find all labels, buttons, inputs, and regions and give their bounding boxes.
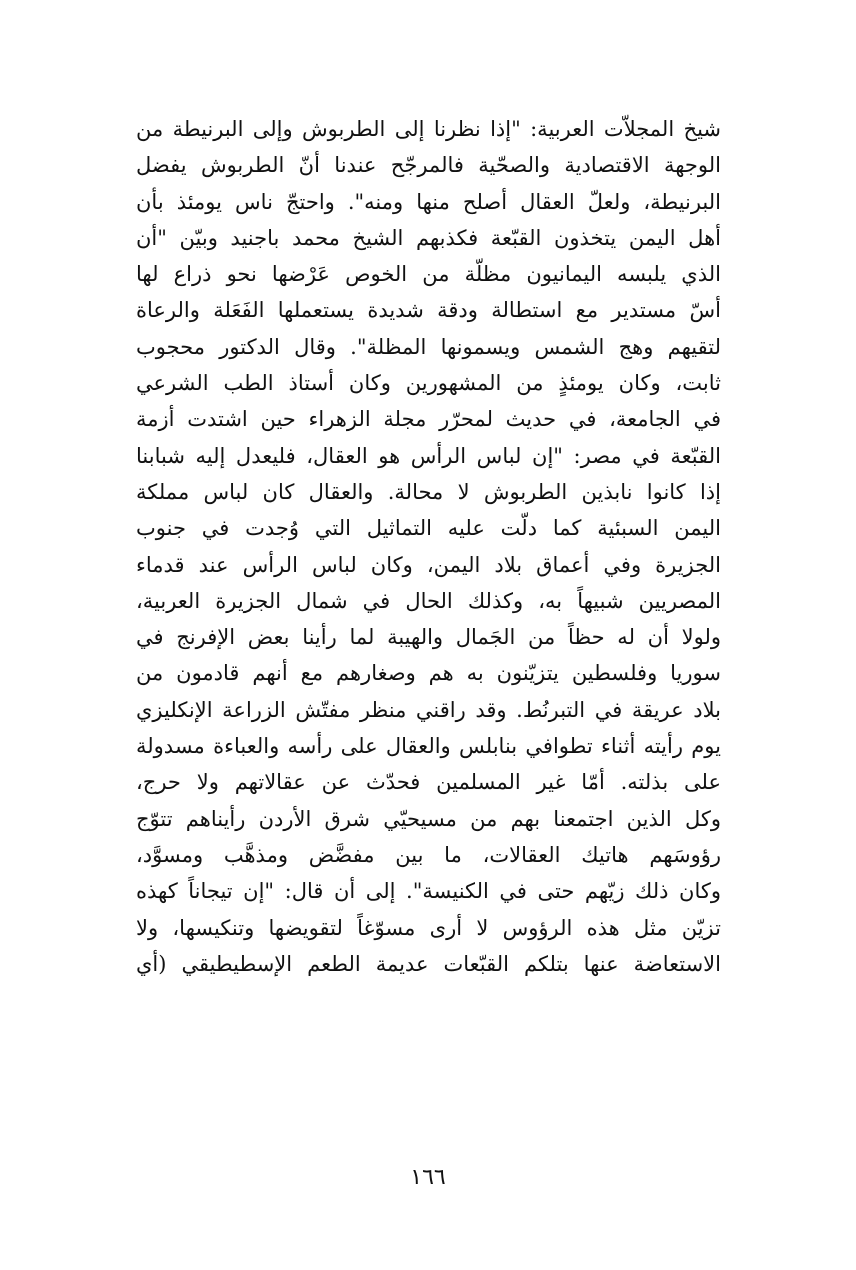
text-line: رؤوسَهم هاتيك العقالات، ما بين مفضَّض ومذهَّب ومسوَّد، — [136, 842, 721, 867]
page-body-text — [136, 111, 721, 982]
text-line: وكان ذلك زيّهم حتى في الكنيسة". إلى أن قال: "إن تيجاناً كهذه — [136, 879, 721, 904]
text-line: أهل اليمن يتخذون القبّعة فكذبهم الشيخ محمد باجنيد وبيّن "أن — [136, 225, 721, 250]
text-line: ولولا أن له حظاً من الجَمال والهيبة لما رأينا بعض الإفرنج في — [136, 625, 721, 650]
text-line: لتقيهم وهج الشمس ويسمونها المظلة". وقال الدكتور محجوب — [136, 334, 721, 359]
text-line: بلاد عريقة في التبرنُط. وقد راقني منظر مفتّش الزراعة الإنكليزي — [136, 697, 721, 722]
text-line: القبّعة في مصر: "إن لباس الرأس هو العقال، فليعدل إليه شبابنا — [136, 443, 721, 468]
text-line: البرنيطة، ولعلّ العقال أصلح منها ومنه". واحتجّ ناس يومئذ بأن — [136, 189, 721, 214]
text-line: وكل الذين اجتمعنا بهم من مسيحيّي شرق الأردن رأيناهم تتوّج — [136, 806, 721, 831]
text-line: أسّ مستدير مع استطالة ودقة شديدة يستعملها الفَعَلة والرعاة — [136, 298, 721, 323]
text-line: سوريا وفلسطين يتزيّنون به هم وصغارهم مع أنهم قادمون من — [136, 661, 721, 686]
text-line: الذي يلبسه اليمانيون مظلّة من الخوص عَرْضها نحو ذراع لها — [136, 262, 721, 287]
text-line: في الجامعة، في حديث لمحرّر مجلة الزهراء حين اشتدت أزمة — [136, 407, 721, 432]
text-line: إذا كانوا نابذين الطربوش لا محالة. والعقال كان لباس مملكة — [136, 479, 721, 504]
text-line: شيخ المجلاّت العربية: "إذا نظرنا إلى الطربوش وإلى البرنيطة من — [136, 117, 721, 141]
text-line: اليمن السبئية كما دلّت عليه التماثيل التي وُجدت في جنوب — [136, 516, 721, 541]
text-line: على بذلته. أمّا غير المسلمين فحدّث عن عقالاتهم ولا حرج، — [136, 770, 721, 795]
text-line: الوجهة الاقتصادية والصحّية فالمرجّح عندنا أنّ الطربوش يفضل — [136, 153, 721, 178]
text-line: ثابت، وكان يومئذٍ من المشهورين وكان أستاذ الطب الشرعي — [136, 371, 721, 396]
text-line: المصريين شبيهاً به، وكذلك الحال في شمال الجزيرة العربية، — [136, 588, 721, 613]
text-line: الجزيرة وفي أعماق بلاد اليمن، وكان لباس الرأس عند قدماء — [136, 552, 721, 577]
text-line: يوم رأيته أثناء تطوافي بنابلس والعقال على رأسه والعباءة مسدولة — [136, 734, 721, 759]
text-line: الاستعاضة عنها بتلكم القبّعات عديمة الطعم الإسطيطيقي (أي — [136, 951, 721, 976]
page-number: ١٦٦ — [410, 1165, 446, 1190]
text-line: تزيّن مثل هذه الرؤوس لا أرى مسوّغاً لتقويضها وتنكيسها، ولا — [136, 915, 721, 940]
